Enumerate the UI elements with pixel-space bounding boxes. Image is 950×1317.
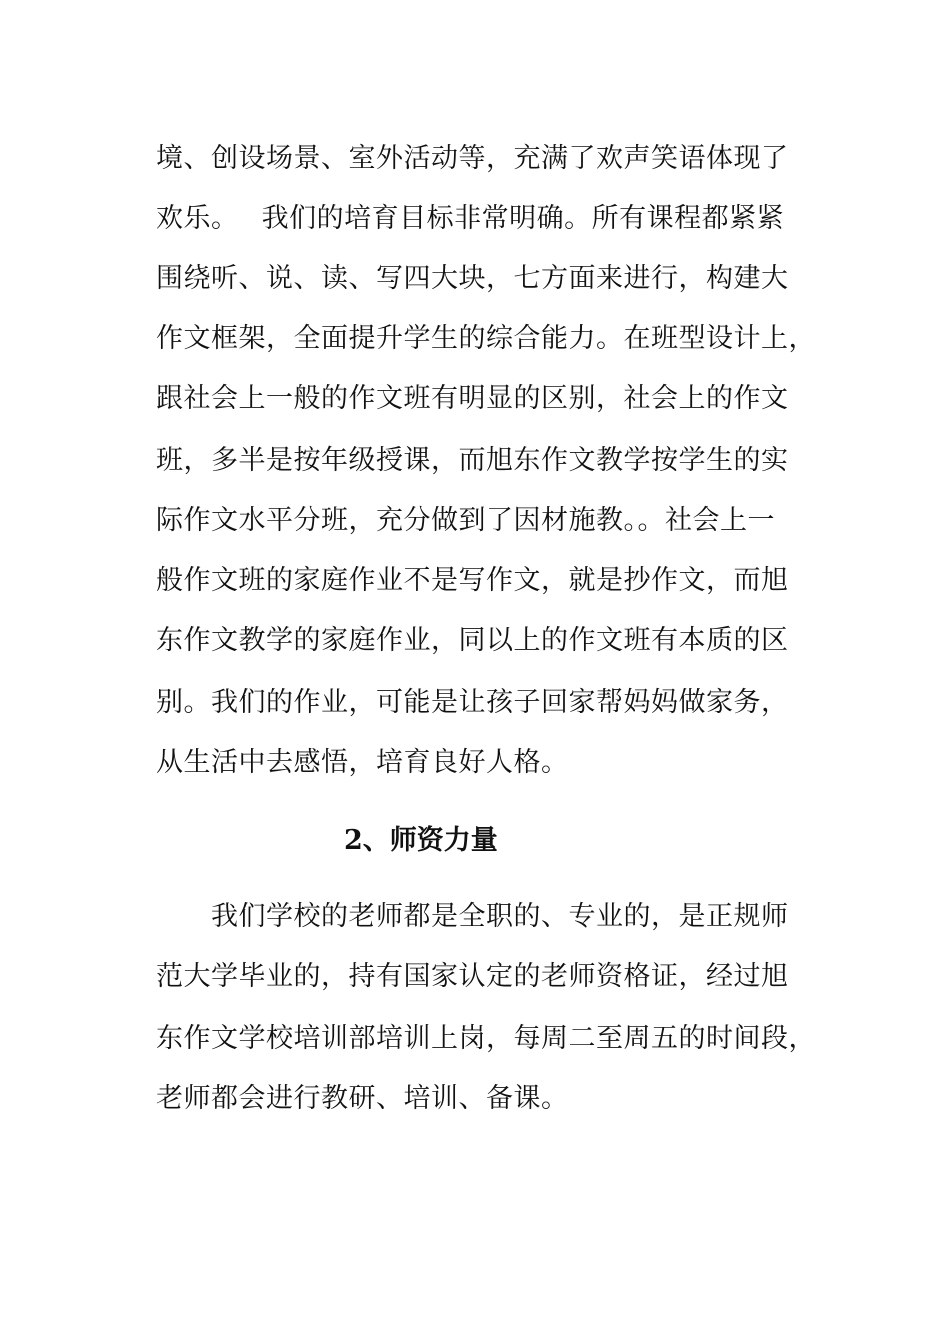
- paragraph-line: 欢乐。 我们的培育目标非常明确。所有课程都紧紧: [156, 203, 785, 234]
- paragraph-line: 境、创设场景、室外活动等，充满了欢声笑语体现了: [156, 143, 789, 174]
- paragraph-line: 般作文班的家庭作业不是写作文，就是抄作文，而旭: [156, 565, 789, 596]
- paragraph-line: 作文框架，全面提升学生的综合能力。在班型设计上，: [156, 323, 816, 354]
- paragraph-line: 围绕听、说、读、写四大块，七方面来进行，构建大: [156, 263, 789, 294]
- paragraph-line: 我们学校的老师都是全职的、专业的，是正规师: [156, 901, 789, 932]
- paragraph-line: 老师都会进行教研、培训、备课。: [156, 1083, 569, 1114]
- paragraph-line: 从生活中去感悟，培育良好人格。: [156, 747, 569, 778]
- paragraph-line: 班，多半是按年级授课，而旭东作文教学按学生的实: [156, 445, 789, 476]
- paragraph-line: 东作文教学的家庭作业，同以上的作文班有本质的区: [156, 625, 789, 656]
- paragraph-line: 跟社会上一般的作文班有明显的区别，社会上的作文: [156, 383, 789, 414]
- paragraph-line: 东作文学校培训部培训上岗，每周二至周五的时间段，: [156, 1023, 816, 1054]
- section-heading: 2、师资力量: [344, 825, 498, 856]
- paragraph-line: 别。我们的作业，可能是让孩子回家帮妈妈做家务，: [156, 687, 789, 718]
- paragraph-line: 范大学毕业的，持有国家认定的老师资格证，经过旭: [156, 961, 789, 992]
- paragraph-line: 际作文水平分班，充分做到了因材施教。。社会上一: [156, 505, 775, 536]
